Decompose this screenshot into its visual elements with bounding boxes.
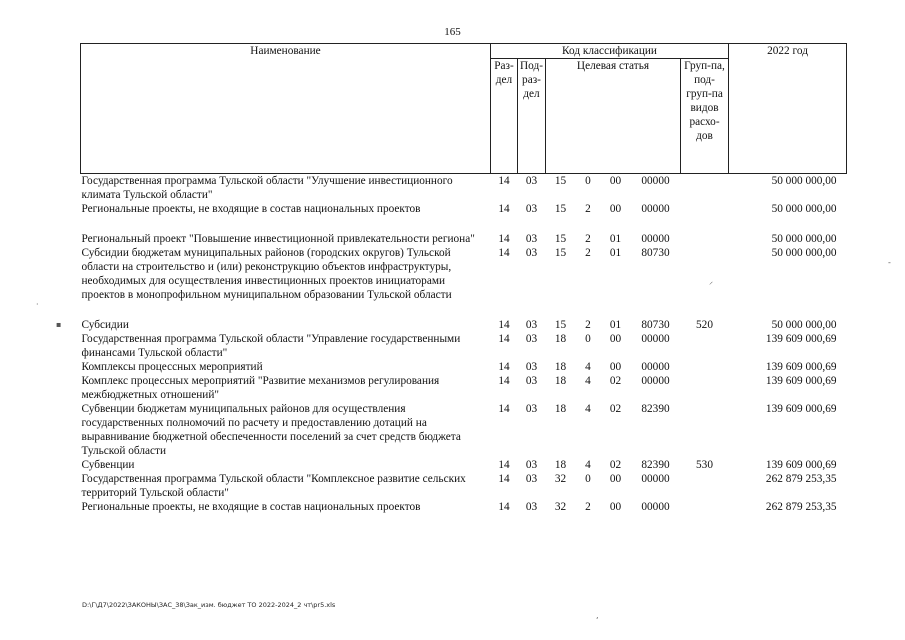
row-target-type: 2 xyxy=(585,203,591,215)
row-expense-type xyxy=(681,202,729,216)
row-amount: 50 000 000,00 xyxy=(771,319,837,331)
row-razdel: 14 xyxy=(498,247,510,259)
row-amount: 262 879 253,35 xyxy=(765,473,837,485)
row-razdel: 14 xyxy=(498,175,510,187)
row-target-subprogram: 00 xyxy=(609,473,622,485)
row-target-program: 15 xyxy=(554,247,567,259)
row-target-direction: 00000 xyxy=(641,501,670,513)
row-razdel: 14 xyxy=(498,361,510,373)
row-podrazdel: 03 xyxy=(525,319,538,331)
row-target-subprogram: 01 xyxy=(609,319,622,331)
row-name: Государственная программа Тульской области "Управление государственными финансами Тульской области" xyxy=(81,333,461,359)
row-name: Комплекс процессных мероприятий "Развитие механизмов регулирования межбюджетных отношений" xyxy=(81,375,440,401)
row-name: Региональные проекты, не входящие в состав национальных проектов xyxy=(81,203,421,215)
row-target-subprogram: 00 xyxy=(609,361,622,373)
table-row xyxy=(81,174,847,203)
scan-speck-2: ▪ xyxy=(56,320,62,329)
page-number: 165 xyxy=(444,26,461,38)
row-razdel: 14 xyxy=(498,233,510,245)
row-target-type: 4 xyxy=(585,361,591,373)
row-razdel: 14 xyxy=(498,501,510,513)
row-target-subprogram: 02 xyxy=(609,403,622,415)
row-target-program: 18 xyxy=(554,375,567,387)
row-target-subprogram: 02 xyxy=(609,375,622,387)
row-target-subprogram: 01 xyxy=(609,247,622,259)
row-target-type: 2 xyxy=(585,501,591,513)
header-podrazdel: Под-раз-дел xyxy=(518,59,546,174)
row-target-direction: 80730 xyxy=(641,319,670,331)
header-razdel: Раз-дел xyxy=(491,59,518,174)
row-target-direction: 00000 xyxy=(641,175,670,187)
row-name: Субсидии бюджетам муниципальных районов (городских округов) Тульской области на строительство и (или) реконструкцию объектов инфраструктуры, необходимых для осуществления инвестиционных проектов инициаторами проектов в монопрофильном муниципальном образовании Тульской области xyxy=(81,247,452,301)
row-razdel: 14 xyxy=(498,403,510,415)
row-target-direction: 00000 xyxy=(641,203,670,215)
table-row xyxy=(81,374,847,402)
row-expense-type xyxy=(681,332,729,360)
row-target-subprogram: 00 xyxy=(609,203,622,215)
row-expense-type xyxy=(681,360,729,374)
row-name: Субсидии xyxy=(81,319,129,331)
row-expense-type xyxy=(681,402,729,458)
row-expense-type xyxy=(681,246,729,302)
row-target-type: 2 xyxy=(585,319,591,331)
row-target-type: 2 xyxy=(585,247,591,259)
table-row xyxy=(81,246,847,302)
row-amount: 139 609 000,69 xyxy=(765,361,837,373)
row-target-direction: 00000 xyxy=(641,333,670,345)
row-amount: 50 000 000,00 xyxy=(771,203,837,215)
row-razdel: 14 xyxy=(498,459,510,471)
row-amount: 50 000 000,00 xyxy=(771,247,837,259)
row-target-direction: 82390 xyxy=(641,403,670,415)
row-target-direction: 82390 xyxy=(641,459,670,471)
row-expense-type xyxy=(681,472,729,500)
header-target: Целевая статья xyxy=(546,59,681,174)
row-target-program: 32 xyxy=(554,501,567,513)
row-amount: 139 609 000,69 xyxy=(765,459,837,471)
row-target-program: 18 xyxy=(554,403,567,415)
row-name: Региональные проекты, не входящие в состав национальных проектов xyxy=(81,501,421,513)
row-amount: 50 000 000,00 xyxy=(771,233,837,245)
row-amount: 139 609 000,69 xyxy=(765,403,837,415)
row-name: Субвенции xyxy=(81,459,135,471)
table-body xyxy=(81,174,847,515)
row-target-direction: 00000 xyxy=(641,361,670,373)
row-podrazdel: 03 xyxy=(525,247,538,259)
row-name: Государственная программа Тульской области "Улучшение инвестиционного климата Тульской области" xyxy=(81,175,453,201)
table-header xyxy=(81,44,847,174)
row-podrazdel: 03 xyxy=(525,175,538,187)
row-expense-type xyxy=(681,374,729,402)
row-target-subprogram: 00 xyxy=(609,501,622,513)
row-name: Субвенции бюджетам муниципальных районов для осуществления государственных полномочий по расчету и предоставлению дотаций на выравнивание бюджетной обеспеченности поселений за счет средств бюджета Тульской области xyxy=(81,403,461,457)
row-target-type: 4 xyxy=(585,403,591,415)
row-target-direction: 00000 xyxy=(641,233,670,245)
row-target-type: 2 xyxy=(585,233,591,245)
row-expense-type: 530 xyxy=(696,459,713,471)
row-target-type: 4 xyxy=(585,375,591,387)
row-target-program: 18 xyxy=(554,459,567,471)
row-target-program: 32 xyxy=(554,473,567,485)
row-razdel: 14 xyxy=(498,375,510,387)
row-podrazdel: 03 xyxy=(525,203,538,215)
row-amount: 262 879 253,35 xyxy=(765,501,837,513)
row-podrazdel: 03 xyxy=(525,233,538,245)
row-amount: 50 000 000,00 xyxy=(771,175,837,187)
row-razdel: 14 xyxy=(498,319,510,331)
row-target-direction: 00000 xyxy=(641,473,670,485)
table-row xyxy=(81,202,847,216)
table-row xyxy=(81,332,847,360)
row-target-type: 0 xyxy=(585,473,591,485)
row-podrazdel: 03 xyxy=(525,403,538,415)
row-expense-type xyxy=(681,216,729,246)
row-target-program: 15 xyxy=(554,233,567,245)
row-target-program: 15 xyxy=(554,203,567,215)
row-podrazdel: 03 xyxy=(525,375,538,387)
scan-speck-5: , xyxy=(596,611,599,620)
table-row xyxy=(81,402,847,458)
row-name: Региональный проект "Повышение инвестиционной привлекательности региона" xyxy=(81,233,475,245)
row-expense-type: 520 xyxy=(696,319,713,331)
scan-speck-3: ⸝ xyxy=(709,277,713,286)
row-target-type: 0 xyxy=(585,175,591,187)
table-row xyxy=(81,500,847,514)
header-vid: Груп-па, под-груп-па видов расхо-дов xyxy=(681,59,729,174)
row-target-type: 4 xyxy=(585,459,591,471)
row-target-program: 15 xyxy=(554,319,567,331)
row-target-subprogram: 00 xyxy=(609,175,622,187)
table-row xyxy=(81,360,847,374)
row-expense-type xyxy=(681,500,729,514)
row-target-direction: 80730 xyxy=(641,247,670,259)
row-amount: 139 609 000,69 xyxy=(765,333,837,345)
row-podrazdel: 03 xyxy=(525,361,538,373)
table-row xyxy=(81,302,847,332)
table-row xyxy=(81,216,847,246)
table-row xyxy=(81,458,847,472)
row-name: Государственная программа Тульской области "Комплексное развитие сельских территорий Тульской области" xyxy=(81,473,466,499)
row-razdel: 14 xyxy=(498,473,510,485)
row-podrazdel: 03 xyxy=(525,333,538,345)
row-target-program: 18 xyxy=(554,333,567,345)
row-podrazdel: 03 xyxy=(525,473,538,485)
row-razdel: 14 xyxy=(498,333,510,345)
row-name: Комплексы процессных мероприятий xyxy=(81,361,263,373)
table-row xyxy=(81,472,847,500)
row-target-program: 15 xyxy=(554,175,567,187)
row-target-type: 0 xyxy=(585,333,591,345)
header-year: 2022 год xyxy=(729,44,847,174)
row-target-direction: 00000 xyxy=(641,375,670,387)
row-target-subprogram: 02 xyxy=(609,459,622,471)
header-name: Наименование xyxy=(81,44,491,174)
scan-speck-4: - xyxy=(888,258,891,267)
scan-speck-1: · xyxy=(36,300,39,309)
row-amount: 139 609 000,69 xyxy=(765,375,837,387)
file-path: D:\Г\Д7\2022\ЗАКОНЫ\ЗАС_38\Зак_изм. бюджет ТО 2022-2024_2 чт\pr5.xls xyxy=(82,601,336,609)
row-target-subprogram: 00 xyxy=(609,333,622,345)
row-razdel: 14 xyxy=(498,203,510,215)
row-target-program: 18 xyxy=(554,361,567,373)
row-podrazdel: 03 xyxy=(525,459,538,471)
row-expense-type xyxy=(681,174,729,203)
row-podrazdel: 03 xyxy=(525,501,538,513)
header-code-group: Код классификации xyxy=(491,44,729,59)
budget-table xyxy=(80,43,847,514)
row-target-subprogram: 01 xyxy=(609,233,622,245)
